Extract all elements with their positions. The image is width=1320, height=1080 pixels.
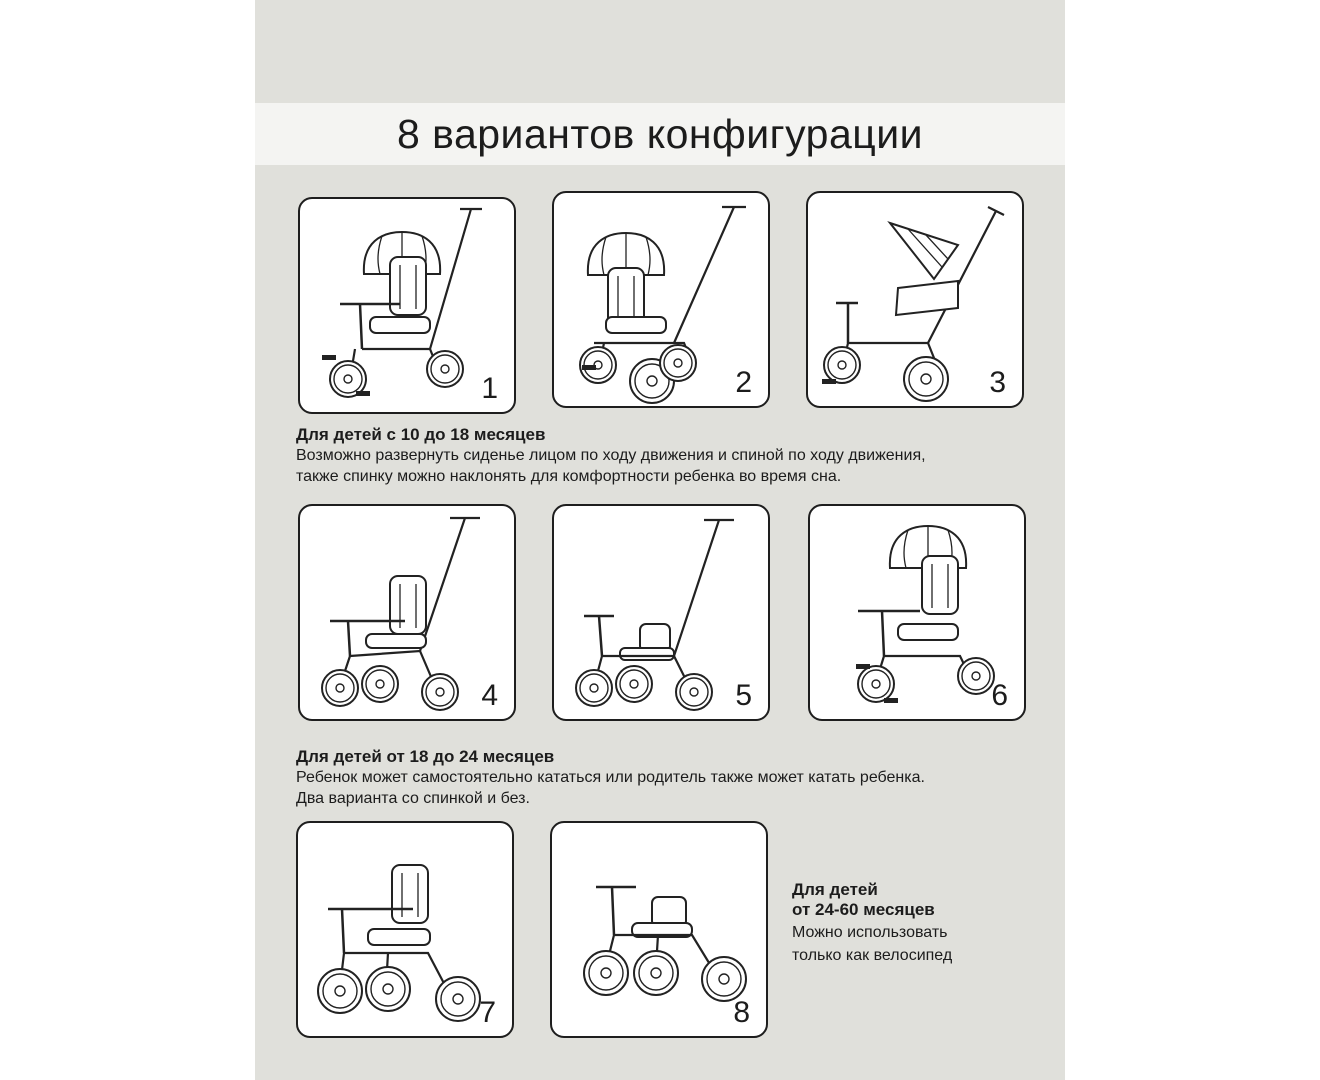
config-card-8 [550,821,768,1038]
config-card-4 [298,504,516,721]
section-text-line: Два варианта со спинкой и без. [296,790,530,807]
section-text-line: только как велосипед [792,947,953,964]
config-number: 3 [989,366,1006,399]
config-number: 1 [481,372,498,405]
section-heading: Для детей [792,880,878,899]
page-title: 8 вариантов конфигурации [396,110,924,157]
config-number: 4 [481,679,498,712]
config-card-3 [806,191,1024,408]
section-text-line: Ребенок может самостоятельно кататься или родитель также может катать ребенка. [296,769,925,786]
config-number: 7 [479,996,496,1029]
config-card-7 [296,821,514,1038]
config-number: 5 [735,679,752,712]
instruction-sheet [255,0,1065,1080]
age-section-24-60 [792,880,1042,966]
section-heading: Для детей с 10 до 18 месяцев [296,425,546,444]
config-card-5 [552,504,770,721]
config-card-6 [808,504,1026,721]
config-number: 2 [735,366,752,399]
section-text-line: также спинку можно наклонять для комфортности ребенка во время сна. [296,468,842,485]
section-text-line: Возможно развернуть сиденье лицом по ходу движения и спиной по ходу движения, [296,447,926,464]
config-card-2 [552,191,770,408]
config-number: 6 [991,679,1008,712]
age-section-10-18 [296,424,1056,487]
title-band [255,103,1065,165]
config-number: 8 [733,996,750,1029]
config-card-1 [298,197,516,414]
section-text-line: Можно использовать [792,924,948,941]
age-section-18-24 [296,746,1056,809]
section-heading: от 24-60 месяцев [792,900,935,919]
section-heading: Для детей от 18 до 24 месяцев [296,747,555,766]
